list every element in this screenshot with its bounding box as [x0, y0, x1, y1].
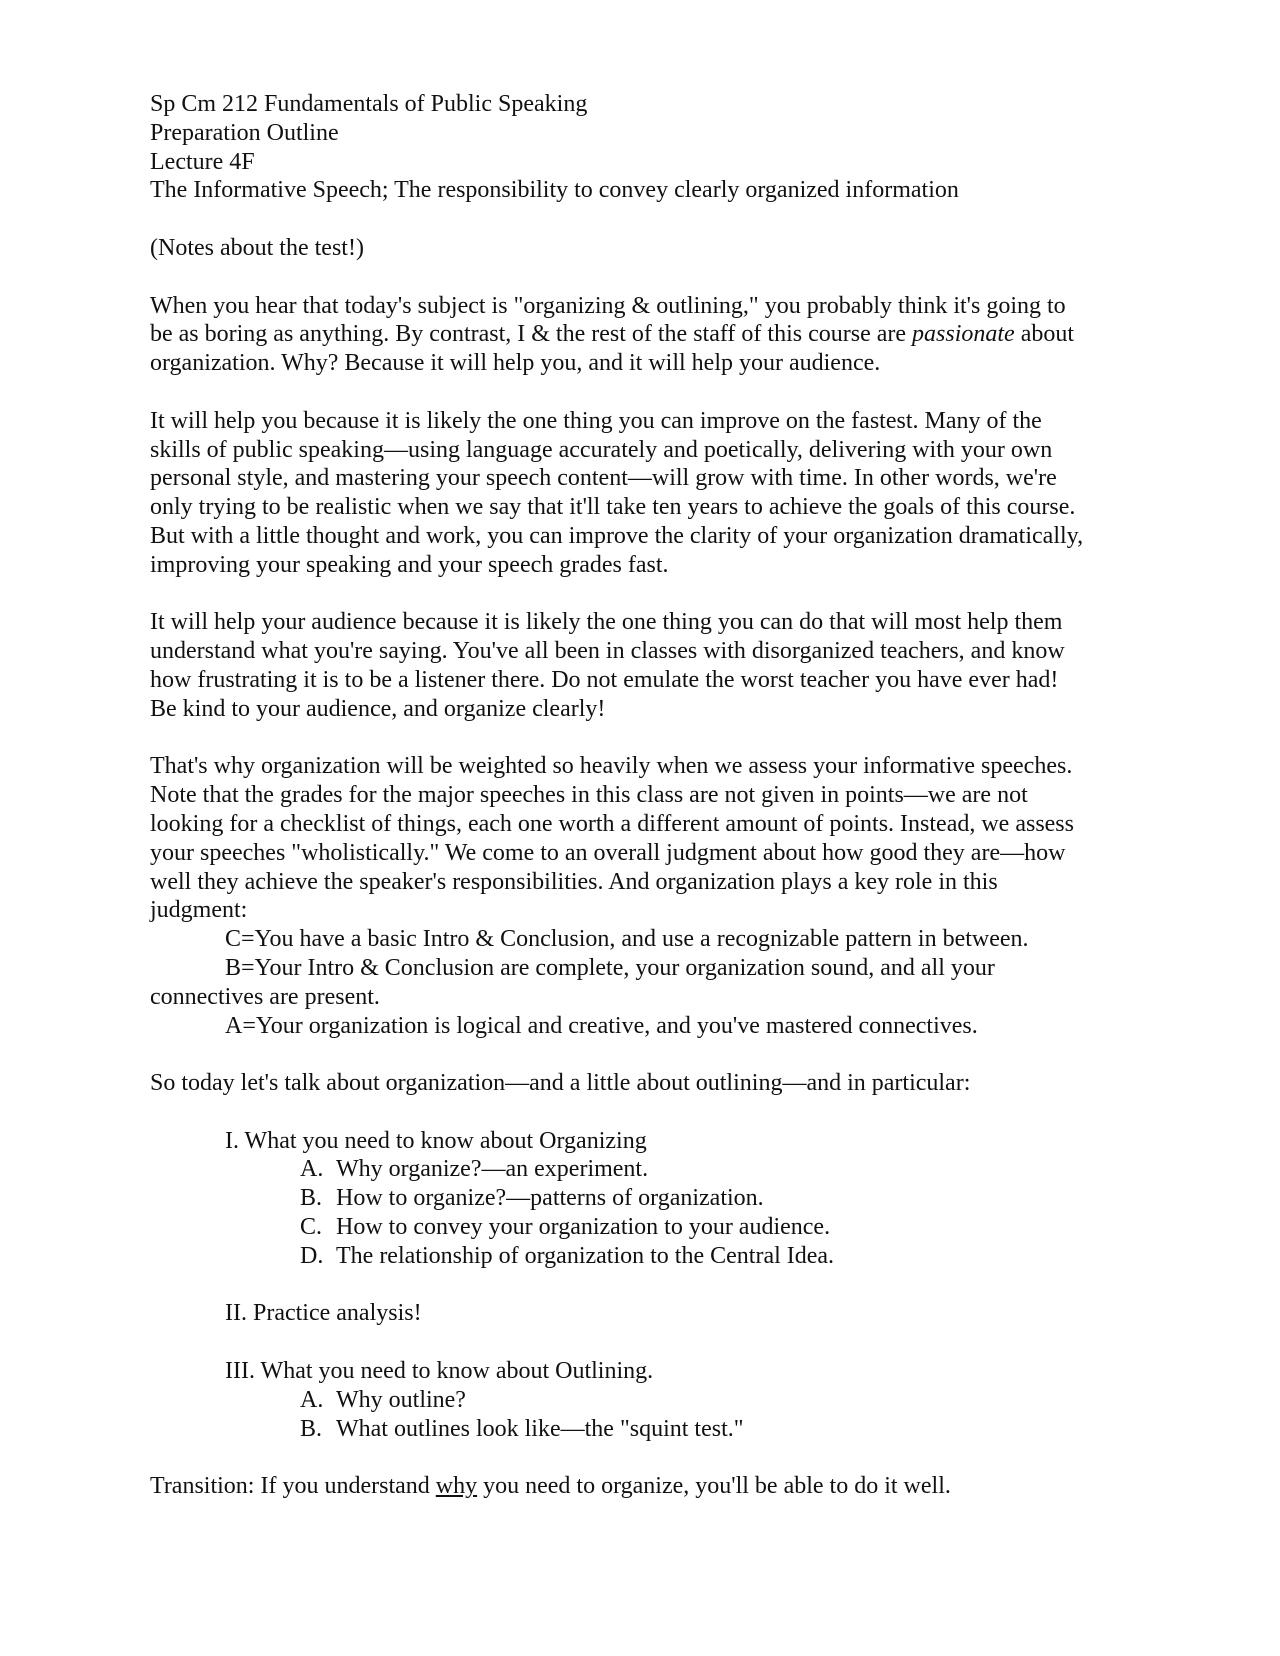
paragraph-line: When you hear that today's subject is "organizing & outlining," you probably think it's going to — [150, 292, 1066, 319]
text-run: be as boring as anything. By contrast, I & the rest of the staff of this course are — [150, 321, 913, 348]
paragraph-line: organization. Why? Because it will help you, and it will help your audience. — [150, 350, 881, 377]
transition-line — [150, 1472, 1140, 1501]
paragraph-line: That's why organization will be weighted so heavily when we assess your informative speeches. — [150, 753, 1073, 780]
today-intro: So today let's talk about organization—and a little about outlining—and in particular: — [150, 1070, 971, 1097]
outline-heading: III. What you need to know about Outlining. — [225, 1358, 654, 1385]
paragraph-line: But with a little thought and work, you can improve the clarity of your organization dramatically, — [150, 522, 1084, 549]
paragraph-line: improving your speaking and your speech grades fast. — [150, 551, 669, 578]
paragraph-line: skills of public speaking—using language accurately and poetically, delivering with your own — [150, 436, 1053, 463]
paragraph-line: how frustrating it is to be a listener there. Do not emulate the worst teacher you have ever had! — [150, 666, 1059, 693]
item-text: How to organize?—patterns of organization. — [336, 1185, 764, 1212]
outline-section-3 — [150, 1357, 1140, 1443]
outline-section-1 — [150, 1127, 1140, 1271]
paragraph-line: only trying to be realistic when we say that it'll take ten years to achieve the goals of this course. — [150, 494, 1076, 521]
paragraph-line: understand what you're saying. You've all been in classes with disorganized teachers, and know — [150, 638, 1065, 665]
grade-criteria — [150, 925, 1140, 1040]
outline-heading: II. Practice analysis! — [225, 1300, 422, 1327]
header-block — [150, 90, 1140, 205]
outline-item — [150, 1155, 1140, 1184]
outline-item — [150, 1242, 1140, 1271]
item-text: Why organize?—an experiment. — [336, 1156, 649, 1183]
grade-a: A=Your organization is logical and creative, and you've mastered connectives. — [225, 1012, 978, 1039]
outline-item — [150, 1415, 1140, 1444]
paragraph-line: looking for a checklist of things, each one worth a different amount of points. Instead, we assess — [150, 810, 1074, 837]
text-run: you need to organize, you'll be able to do it well. — [477, 1473, 951, 1500]
item-label: A. — [300, 1156, 324, 1183]
weighting-paragraph — [150, 752, 1140, 925]
lecture-number: Lecture 4F — [150, 148, 255, 175]
emphasis-text: passionate — [912, 321, 1015, 348]
grade-b: B=Your Intro & Conclusion are complete, your organization sound, and all your — [225, 954, 995, 981]
paragraph-line: well they achieve the speaker's responsibilities. And organization plays a key role in this — [150, 868, 998, 895]
help-you-paragraph — [150, 407, 1140, 580]
intro-paragraph — [150, 292, 1140, 378]
course-title: Sp Cm 212 Fundamentals of Public Speaking — [150, 91, 588, 117]
item-text: What outlines look like—the "squint test." — [336, 1415, 744, 1442]
outline-item — [150, 1184, 1140, 1213]
item-label: B. — [300, 1415, 323, 1442]
paragraph-line — [150, 320, 1140, 349]
grade-b-continued: connectives are present. — [150, 983, 380, 1010]
item-label: D. — [300, 1242, 324, 1269]
outline-heading: I. What you need to know about Organizing — [225, 1127, 647, 1154]
document-page — [150, 90, 1140, 1501]
grade-c: C=You have a basic Intro & Conclusion, and use a recognizable pattern in between. — [225, 926, 1029, 953]
outline-item — [150, 1386, 1140, 1415]
paragraph-line: Be kind to your audience, and organize clearly! — [150, 695, 606, 722]
lecture-topic: The Informative Speech; The responsibility to convey clearly organized information — [150, 177, 959, 204]
outline-section-2 — [150, 1299, 1140, 1328]
item-text: The relationship of organization to the Central Idea. — [336, 1242, 835, 1269]
paragraph-line: Note that the grades for the major speeches in this class are not given in points—we are not — [150, 782, 1028, 809]
item-text: How to convey your organization to your audience. — [336, 1214, 831, 1241]
help-audience-paragraph — [150, 608, 1140, 723]
item-label: A. — [300, 1386, 324, 1413]
paragraph-line: It will help your audience because it is likely the one thing you can do that will most help them — [150, 609, 1063, 636]
item-label: C. — [300, 1214, 323, 1241]
text-run: Transition: If you understand — [150, 1473, 436, 1500]
underlined-text: why — [435, 1473, 478, 1500]
outline-item — [150, 1213, 1140, 1242]
document-type: Preparation Outline — [150, 119, 339, 146]
paragraph-line: judgment: — [150, 897, 248, 924]
test-notes: (Notes about the test!) — [150, 234, 364, 261]
item-text: Why outline? — [336, 1386, 466, 1413]
paragraph-line: your speeches "wholistically." We come to an overall judgment about how good they are—how — [150, 839, 1066, 866]
paragraph-line: personal style, and mastering your speech content—will grow with time. In other words, we're — [150, 465, 1057, 492]
text-run: about — [1014, 321, 1075, 348]
paragraph-line: It will help you because it is likely the one thing you can improve on the fastest. Many of the — [150, 407, 1042, 434]
item-label: B. — [300, 1185, 323, 1212]
